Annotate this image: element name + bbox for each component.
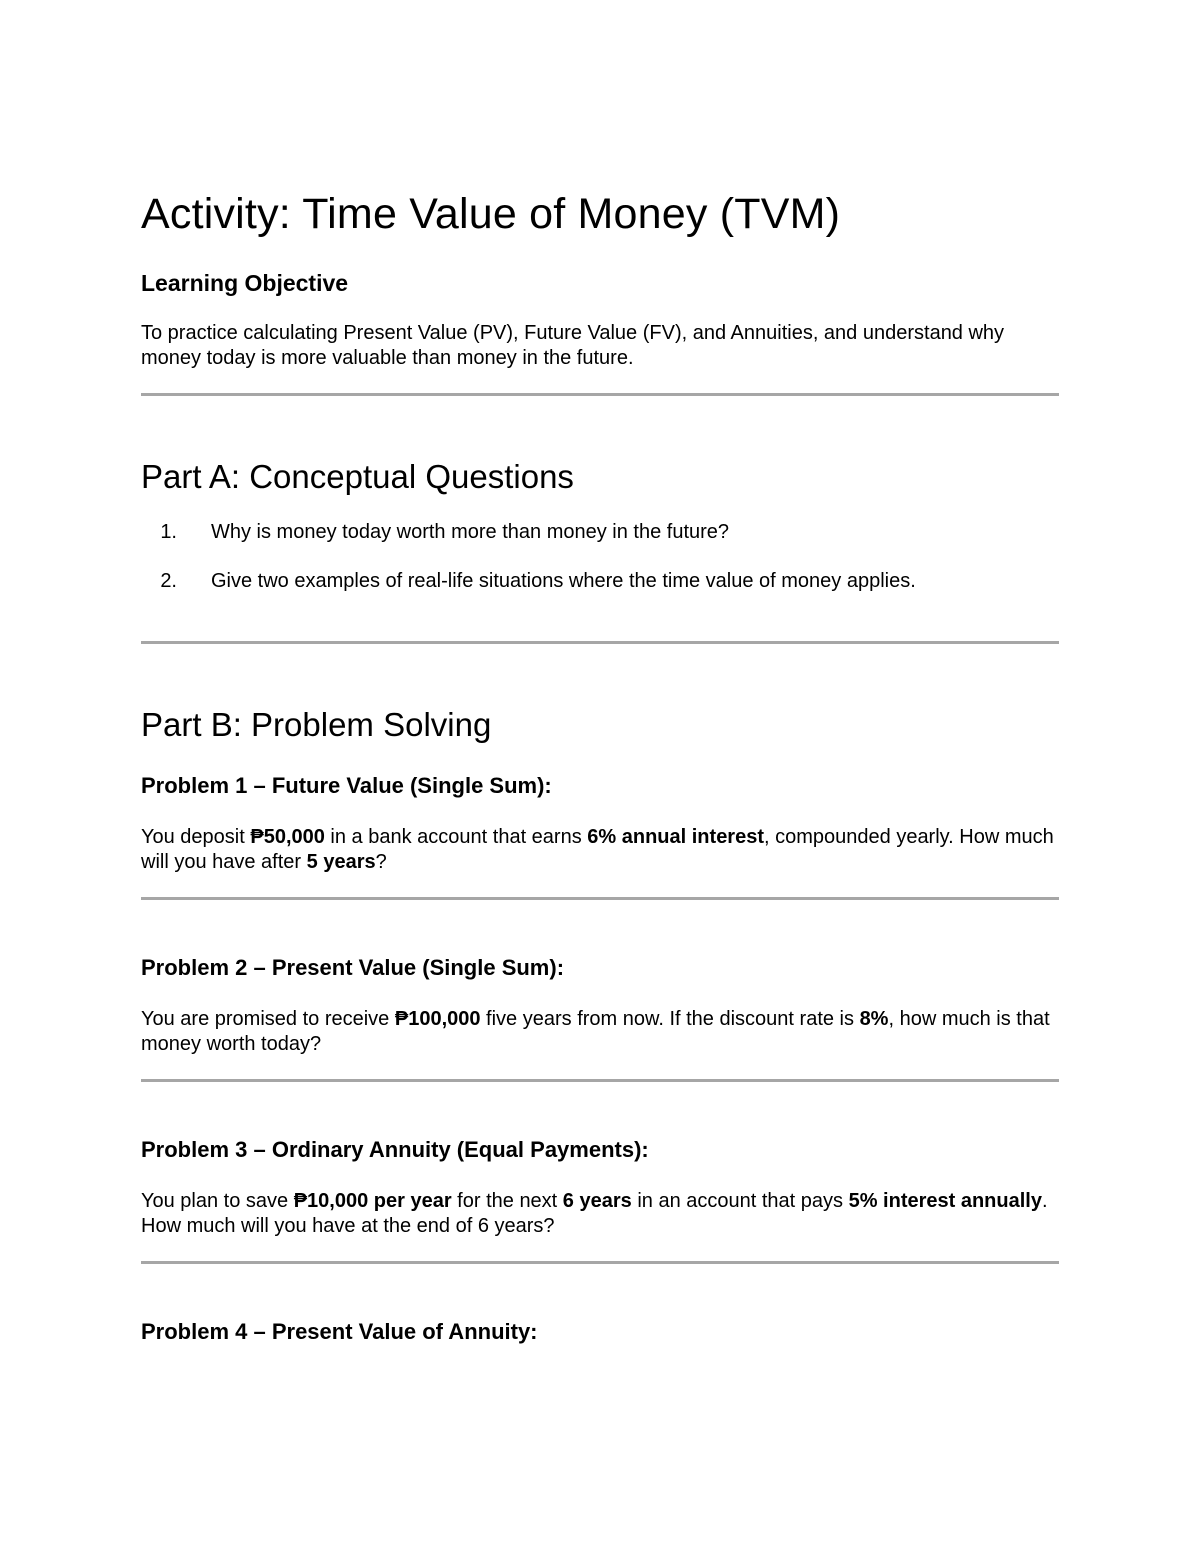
- problem-1-heading: Problem 1 – Future Value (Single Sum):: [141, 773, 552, 798]
- emphasis-text: 5 years: [306, 851, 376, 873]
- list-number: 2.: [160, 570, 177, 592]
- learning-objective-heading: Learning Objective: [141, 270, 349, 296]
- divider: [141, 641, 1059, 644]
- emphasis-text: ₱10,000 per year: [293, 1190, 452, 1212]
- emphasis-text: 6 years: [562, 1190, 632, 1212]
- divider: [141, 897, 1059, 900]
- emphasis-text: 5% interest annually: [848, 1190, 1042, 1212]
- divider: [141, 1079, 1059, 1082]
- problem-3-heading: Problem 3 – Ordinary Annuity (Equal Payments):: [141, 1137, 649, 1162]
- problem-text-segment: You plan to save: [141, 1190, 294, 1212]
- problem-text-segment: You are promised to receive: [141, 1008, 395, 1030]
- problem-2-text: [141, 1007, 1059, 1057]
- problem-text-segment: five years from now. If the discount rate is: [480, 1008, 860, 1030]
- list-item: [141, 569, 916, 594]
- emphasis-text: 8%: [859, 1008, 889, 1030]
- problem-4-heading: Problem 4 – Present Value of Annuity:: [141, 1319, 538, 1344]
- problem-text-segment: You deposit: [141, 826, 251, 848]
- divider: [141, 1261, 1059, 1264]
- emphasis-text: ₱50,000: [250, 826, 325, 848]
- problem-3-text: [141, 1189, 1059, 1239]
- emphasis-text: ₱100,000: [394, 1008, 481, 1030]
- problem-1-text: [141, 825, 1059, 875]
- problem-text-segment: . How much will you have at the end of 6 years?: [141, 1190, 1048, 1237]
- part-b-heading: Part B: Problem Solving: [141, 706, 492, 743]
- emphasis-text: 6% annual interest: [587, 826, 764, 848]
- page-title: Activity: Time Value of Money (TVM): [141, 190, 841, 238]
- problem-text-segment: for the next: [451, 1190, 563, 1212]
- divider: [141, 393, 1059, 396]
- problem-text-segment: , how much is that money worth today?: [141, 1008, 1050, 1055]
- question-text: Give two examples of real-life situations where the time value of money applies.: [211, 570, 916, 592]
- question-text: Why is money today worth more than money in the future?: [211, 521, 730, 543]
- list-number: 1.: [160, 521, 177, 543]
- problem-text-segment: in an account that pays: [631, 1190, 849, 1212]
- problem-text-segment: ?: [375, 851, 387, 873]
- problem-text-segment: in a bank account that earns: [324, 826, 588, 848]
- part-a-heading: Part A: Conceptual Questions: [141, 458, 574, 495]
- learning-objective-text: To practice calculating Present Value (PV), Future Value (FV), and Annuities, and understand why money today is more valuable than money in the future.: [141, 322, 1005, 369]
- problem-2-heading: Problem 2 – Present Value (Single Sum):: [141, 955, 565, 980]
- problem-text-segment: , compounded yearly. How much will you have after: [141, 826, 1054, 873]
- list-item: [141, 520, 729, 545]
